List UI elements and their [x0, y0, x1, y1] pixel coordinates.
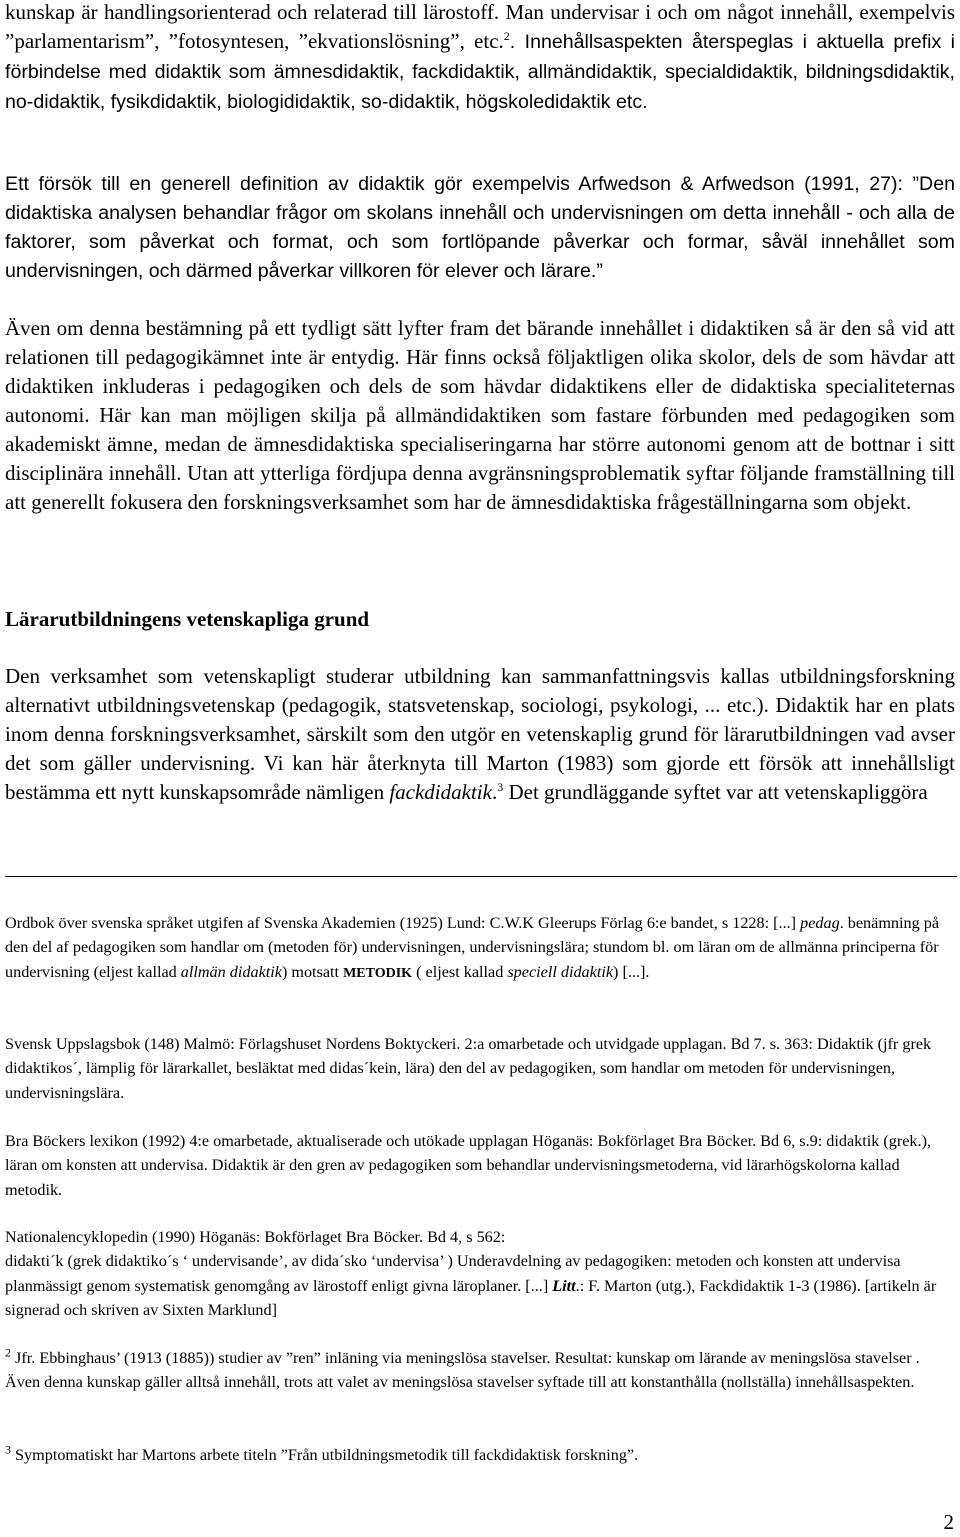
- section-paragraph: [5, 662, 955, 807]
- fn4-source: Nationalencyklopedin (1990) Höganäs: Bokförlaget Bra Böcker. Bd 4, s 562:: [5, 1228, 506, 1246]
- fackdidaktik-term: fackdidaktik: [389, 780, 492, 804]
- fn1-em2: allmän didaktik: [180, 962, 282, 981]
- fn1-em3: speciell didaktik: [507, 962, 614, 981]
- fn4-body: [5, 1249, 955, 1322]
- discussion-paragraph: [5, 314, 955, 517]
- fn4-text-b: didakti´k (grek didaktiko´s ‘ undervisande’, av dida´sko ‘undervisa’ ) Underavdelning av pedagogiken: metoden och konsten att undervisa planmässigt genom systematisk genomgång av lärostoff enligt givna läroplaner. [...]: [5, 1252, 901, 1295]
- footnote-2-number: 2: [5, 1345, 11, 1360]
- intro-text-rest: . Innehållsaspekten återspeglas i aktuella prefix i förbindelse med didaktik som ämnesdidaktik, fackdidaktik, allmändidaktik, specialdidaktik, bildningsdidaktik, no-didaktik, fysikdidaktik, biologididaktik, so-didaktik, högskoledidaktik etc.: [5, 31, 956, 113]
- fn1-em: pedag: [800, 914, 840, 932]
- section-heading: Lärarutbildningens vetenskapliga grund: [5, 607, 370, 631]
- fn1-metodik: METODIK: [343, 965, 413, 981]
- footnote-3-text: Symptomatiskt har Martons arbete titeln ”Från utbildningsmetodik till fackdidaktisk forskning”.: [11, 1446, 639, 1464]
- fn2-text: Svensk Uppslagsbok (148) Malmö: Förlagshuset Nordens Boktyckeri. 2:a omarbetade och utvidgade upplagan. Bd 7. s. 363: Didaktik (jfr grek didaktikos´, lämplig för lärarkallet, besläktat med didas´kein, lära) den del av pedagogiken, som handlar om metoden för undervisningen, undervisningslära.: [5, 1035, 932, 1102]
- footnote-2-text: Jfr. Ebbinghaus’ (1913 (1885)) studier av ”ren” inläning via meningslösa stavelser. Resultat: kunskap om lärande av meningslösa stavelser . Även denna kunskap gäller alltså innehåll, trots att valet av meningslösa stavelser syftade till att konstanthålla (nollställa) innehållsaspekten.: [5, 1349, 920, 1392]
- footnote-ref-2: 2: [503, 29, 510, 43]
- intro-paragraph: [5, 0, 955, 117]
- page-number: 2: [943, 1510, 954, 1534]
- footnote-dictionary-1: [5, 911, 955, 986]
- fn3-text: Bra Böckers lexikon (1992) 4:e omarbetade, aktualiserade och utökade upplagan Höganäs: Bokförlaget Bra Böcker. Bd 6, s.9: didaktik (grek.), läran om konsten att undervisa. Didaktik är den gren av pedagogiken som behandlar undervisningsmetoderna, vid lärarhögskolorna kallad metodik.: [5, 1132, 932, 1199]
- fn1-text-e: ) [...].: [613, 962, 650, 981]
- fn1-text-a: Ordbok över svenska språket utgifen af Svenska Akademien (1925) Lund: C.W.K Gleerups Förlag 6:e bandet, s 1228: [...]: [5, 914, 801, 932]
- footnote-ref-3: 3: [497, 780, 504, 794]
- fn4-text-c: .: F. Marton (utg.), Fackdidaktik 1-3 (1986). [artikeln är signerad och skriven av Sixten Marklund]: [5, 1276, 937, 1319]
- fn1-text-d: ( eljest kallad: [412, 962, 508, 981]
- section-dot: .: [491, 780, 498, 804]
- discussion-text: Även om denna bestämning på ett tydligt sätt lyfter fram det bärande innehållet i didaktiken så är den så vid att relationen till pedagogikämnet inte är entydig. Här finns också följaktligen olika skolor, dels de som hävdar att didaktiken inkluderas i pedagogiken och dels de som hävdar didaktikens eller de didaktiska specialiteternas autonomi. Här kan man möjligen skilja på allmändidaktiken som fastare förbunden med pedagogiken som akademiskt ämne, medan de ämnesdidaktiska specialiseringarna har större autonomi genom att de bottnar i sitt disciplinära innehåll. Utan att ytterliga fördjupa denna avgränsningsproblematik syftar följande framställning till att generellt fokusera den forskningsverksamhet som har de ämnesdidaktiska frågeställningarna som objekt.: [5, 316, 955, 514]
- footnote-separator: [5, 876, 957, 877]
- footnote-dictionary-3: [5, 1129, 955, 1202]
- footnote-dictionary-4: [5, 1225, 955, 1322]
- footnote-3: [5, 1443, 955, 1467]
- definition-paragraph: [5, 170, 955, 286]
- footnote-dictionary-2: [5, 1032, 955, 1105]
- fn1-text-c: ) motsatt: [281, 962, 344, 981]
- intro-text: kunskap är handlingsorienterad och relaterad till lärostoff. Man undervisar i och om något innehåll, exempelvis ”parlamentarism”, ”fotosyntesen, ”ekvationslösning”, etc.: [5, 0, 955, 53]
- definition-text: Ett försök till en generell definition av didaktik gör exempelvis Arfwedson & Arfwedson (1991, 27): ”Den didaktiska analysen behandlar frågor om skolans innehåll och undervisningen om detta innehåll - och alla de faktorer, som påverkat och format, och som fortlöpande påverkar och formar, såväl innehållet som undervisningen, och därmed påverkar villkoren för elever och lärare.”: [5, 173, 955, 282]
- footnote-2: [5, 1346, 955, 1395]
- section-text-a: Den verksamhet som vetenskapligt studerar utbildning kan sammanfattningsvis kallas utbildningsforskning alternativt utbildningsvetenskap (pedagogik, statsvetenskap, sociologi, psykologi, ... etc.). Didaktik har en plats inom denna forskningsverksamhet, särskilt som den utgör en vetenskaplig grund för lärarutbildningen vad avser det som gäller undervisning. Vi kan här återknyta till Marton (1983) som gjorde ett försök att innehållsligt bestämma ett nytt kunskapsområde nämligen: [5, 664, 955, 804]
- fn4-litt: Litt: [552, 1276, 576, 1295]
- section-text-b: Det grundläggande syftet var att vetenskapliggöra: [503, 780, 928, 804]
- footnote-3-number: 3: [5, 1442, 11, 1457]
- fn1-text-b: . benämning på den del af pedagogiken som handlar om (metoden för) undervisningen, undervisningslära; stundom bl. om läran om de allmänna principerna för undervisning (eljest kallad: [5, 914, 940, 981]
